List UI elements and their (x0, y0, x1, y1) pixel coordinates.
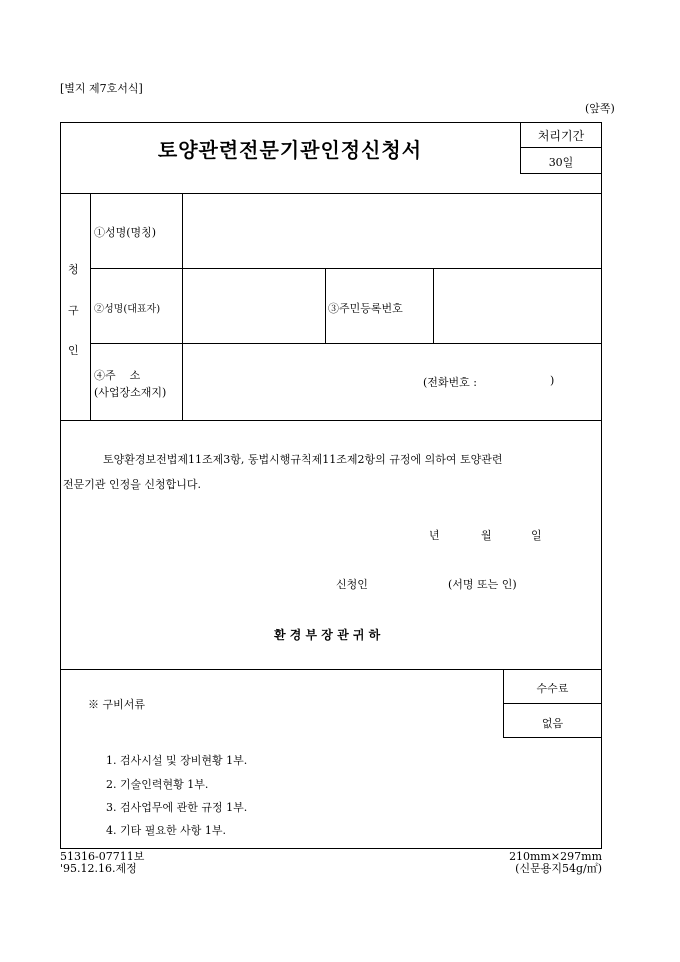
date-month-label: 월 (481, 529, 492, 542)
date-day-label: 일 (531, 529, 542, 542)
divider (325, 268, 326, 343)
document-item: 2. 기술인력현황 1부. (106, 778, 209, 791)
footer-form-code: 51316-07711보 (60, 850, 145, 863)
divider (520, 173, 602, 174)
document-item: 1. 검사시설 및 장비현황 1부. (106, 754, 248, 767)
footer-paper-size: 210mm×297mm (509, 850, 602, 863)
footer-paper-type: (신문용지54g/㎡) (515, 862, 602, 875)
page-side-note: (앞쪽) (585, 102, 615, 115)
fee-label: 수수료 (536, 682, 569, 695)
document-item: 4. 기타 필요한 사항 1부. (106, 824, 226, 837)
phone-label: (전화번호 : (423, 376, 477, 389)
document-item: 3. 검사업무에 관한 규정 1부. (106, 801, 248, 814)
documents-heading: ※ 구비서류 (88, 698, 146, 711)
applicant-side-char: 구 (68, 304, 79, 317)
divider (60, 669, 602, 670)
divider (520, 147, 602, 148)
address-label-sub: (사업장소재지) (94, 386, 167, 399)
declaration-text: 전문기관 인정을 신청합니다. (63, 478, 202, 491)
fee-value: 없음 (541, 717, 564, 730)
signature-label: (서명 또는 인) (448, 578, 517, 591)
form-title: 토양관련전문기관인정신청서 (157, 138, 423, 162)
processing-period-value: 30일 (548, 156, 574, 169)
phone-close: ) (550, 374, 555, 387)
divider (90, 193, 91, 420)
divider (503, 703, 602, 704)
applicant-side-char: 인 (68, 344, 79, 357)
divider (503, 737, 602, 738)
resident-id-field[interactable] (434, 269, 601, 342)
applicant-side-char: 청 (68, 263, 79, 276)
representative-field[interactable] (183, 269, 324, 342)
declaration-text: 토양환경보전법제11조제3항, 동법시행규칙제11조제2항의 규정에 의하여 토양관련 (103, 453, 503, 466)
address-label: ④주 소 (94, 369, 141, 382)
divider (60, 420, 602, 421)
processing-period-label: 처리기간 (537, 129, 585, 143)
recipient-label: 환 경 부 장 관 귀 하 (274, 628, 381, 642)
footer-enacted-date: '95.12.16.제정 (60, 862, 137, 875)
address-field[interactable] (183, 344, 601, 419)
form-number-label: [별지 제7호서식] (60, 82, 143, 95)
resident-id-label: ③주민등록번호 (328, 302, 403, 315)
date-year-label: 년 (429, 529, 440, 542)
name-label: ①성명(명칭) (94, 226, 157, 239)
applicant-label: 신청인 (336, 578, 368, 591)
name-field[interactable] (183, 194, 601, 267)
representative-label: ②성명(대표자) (94, 304, 161, 315)
